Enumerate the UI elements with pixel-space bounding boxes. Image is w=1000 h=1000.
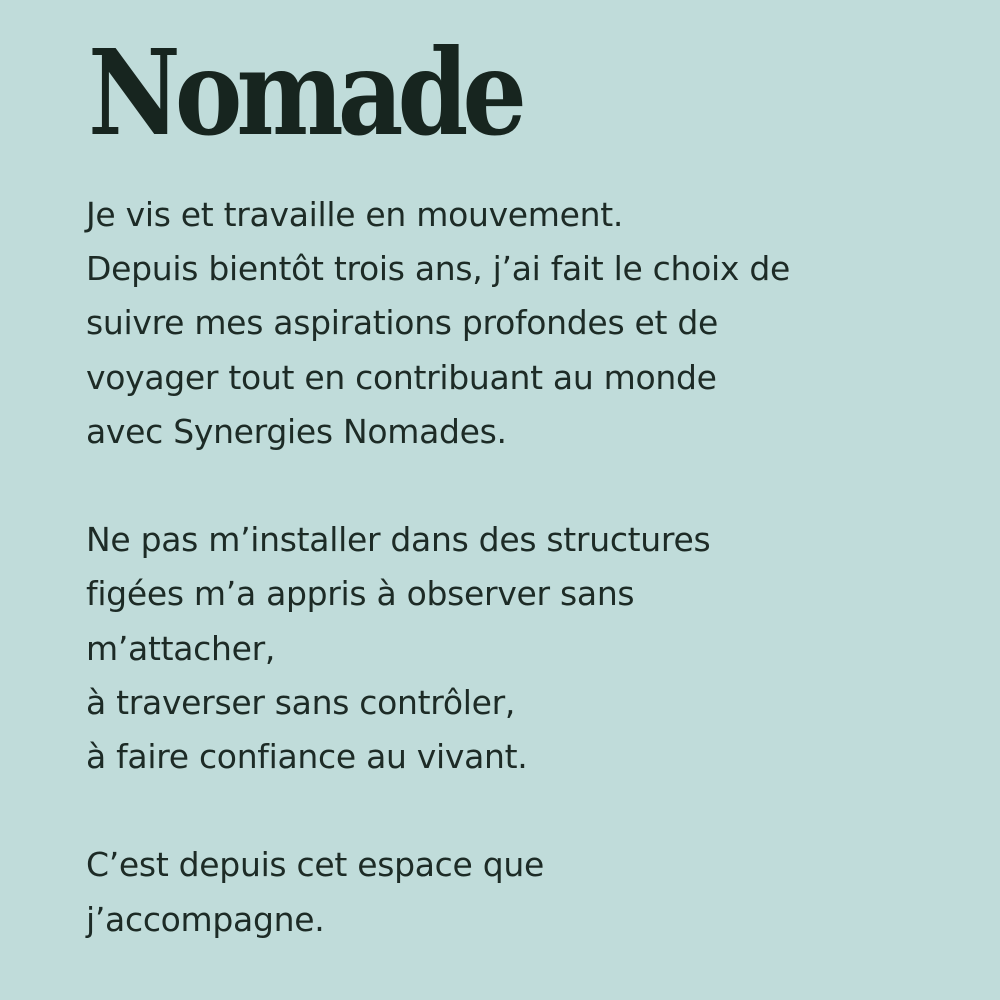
paragraph-line: figées m’a appris à observer sans	[86, 574, 635, 614]
paragraph-line: à faire confiance au vivant.	[86, 737, 528, 777]
paragraph-line: Ne pas m’installer dans des structures	[86, 520, 711, 560]
paragraph-line: m’attacher,	[86, 628, 276, 668]
paragraph-line: avec Synergies Nomades.	[86, 411, 507, 451]
paragraph-reflection	[86, 513, 966, 784]
paragraph-spacer	[86, 459, 966, 513]
paragraph-line: suivre mes aspirations profondes et de	[86, 303, 719, 343]
paragraph-closing	[86, 838, 966, 946]
paragraph-intro	[86, 188, 966, 459]
paragraph-spacer	[86, 784, 966, 838]
page-title: Nomade	[88, 23, 521, 162]
body-text	[86, 188, 966, 947]
paragraph-line: C’est depuis cet espace que	[86, 845, 544, 885]
paragraph-line: j’accompagne.	[86, 899, 325, 939]
paragraph-line: Je vis et travaille en mouvement.	[86, 195, 624, 234]
paragraph-line: Depuis bientôt trois ans, j’ai fait le choix de	[86, 249, 790, 289]
paragraph-line: voyager tout en contribuant au monde	[86, 357, 717, 397]
paragraph-line: à traverser sans contrôler,	[86, 682, 516, 722]
